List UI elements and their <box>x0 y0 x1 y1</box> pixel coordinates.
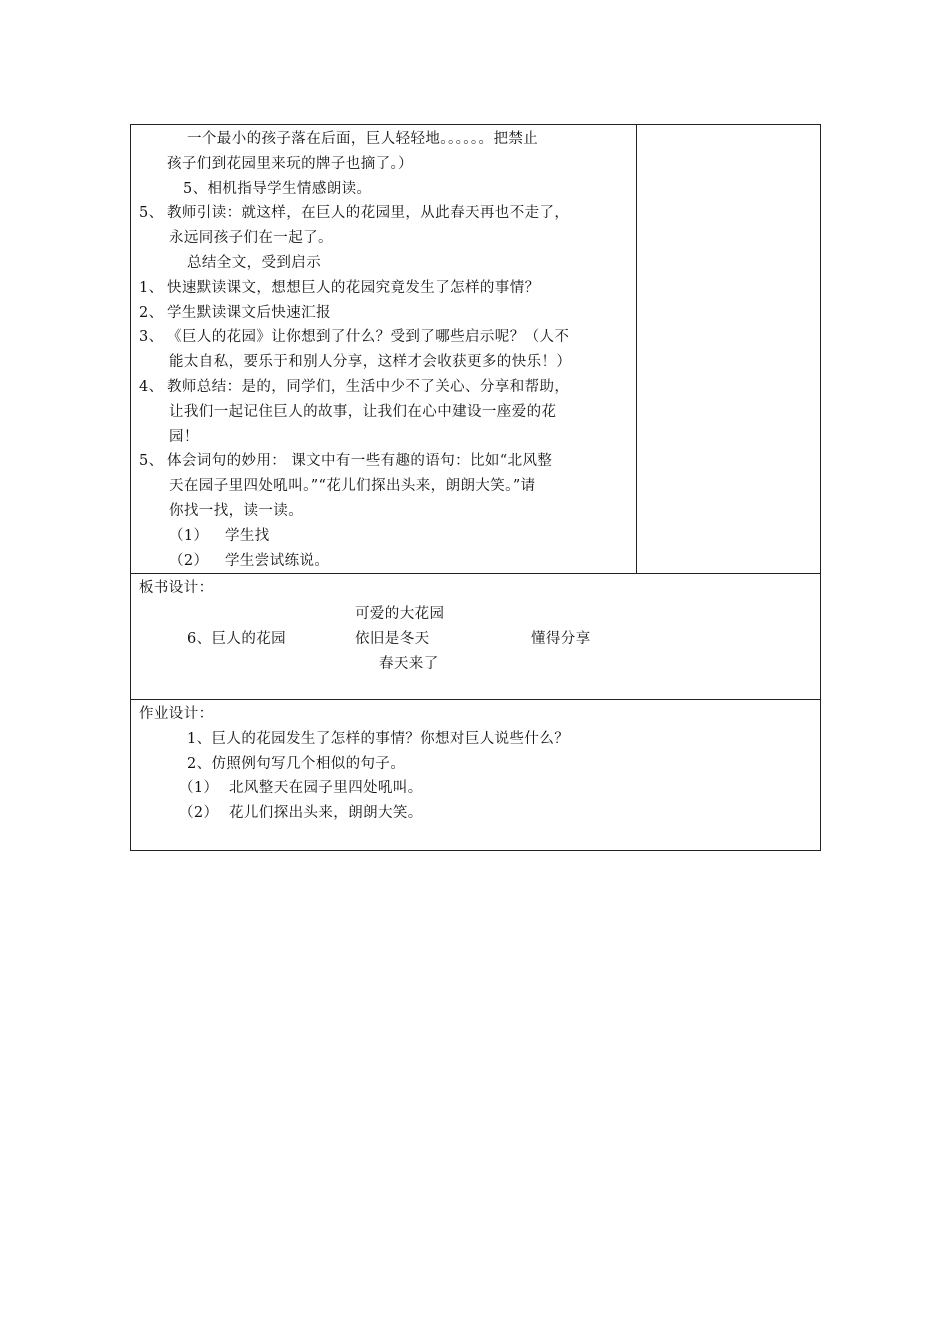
teacher-reading-line-1: 5、 教师引读：就这样，在巨人的花园里，从此春天再也不走了， <box>139 201 628 226</box>
board-title-text: 6、巨人的花园 <box>187 630 287 647</box>
board-layout <box>139 601 812 701</box>
sub-item-number: （1） <box>169 527 209 544</box>
summary-item-3: 3、 《巨人的花园》让你想到了什么？受到了哪些启示呢？（人不 <box>139 325 628 350</box>
notes-cell <box>637 125 821 574</box>
item-number: 1、 <box>139 279 164 296</box>
teacher-reading-line-2: 永远同孩子们在一起了。 <box>169 230 333 247</box>
summary-item-4-cont: 让我们一起记住巨人的故事，让我们在心中建设一座爱的花 <box>169 403 557 420</box>
summary-item-4-cont-2: 园！ <box>169 428 199 445</box>
example-number: （1） <box>179 780 219 797</box>
homework-example-1: （1） 北风整天在园子里四处吼叫。 <box>139 776 812 801</box>
summary-item-3-cont: 能太自私，要乐于和别人分享，这样才会收获更多的快乐！） <box>169 354 572 371</box>
teaching-process-cell <box>131 125 637 574</box>
summary-item-5-cont: 天在园子里四处吼叫。”“花儿们探出头来，朗朗大笑。”请 <box>169 478 536 495</box>
homework-question-1: 1、巨人的花园发生了怎样的事情？你想对巨人说些什么？ <box>187 730 570 747</box>
item-number: 3、 <box>139 329 164 346</box>
board-design-label: 板书设计： <box>139 580 214 596</box>
teaching-process-row <box>131 125 821 574</box>
continuation-line-1: 一个最小的孩子落在后面，巨人轻轻地。。。。。。把禁止 <box>187 131 539 147</box>
board-design-cell <box>131 574 821 700</box>
board-bottom-text: 春天来了 <box>379 655 439 672</box>
sub-item-1: （1） 学生找 <box>139 524 628 549</box>
step-5-guide: 5、相机指导学生情感朗读。 <box>183 180 372 197</box>
sub-item-2: （2） 学生尝试练说。 <box>139 549 628 574</box>
summary-heading: 总结全文，受到启示 <box>187 254 322 271</box>
homework-example-2: （2） 花儿们探出头来，朗朗大笑。 <box>139 801 812 826</box>
item-number: 5、 <box>139 453 164 470</box>
board-design-row <box>131 574 821 700</box>
summary-item-2: 2、 学生默读课文后快速汇报 <box>139 301 628 326</box>
homework-question-2: 2、仿照例句写几个相似的句子。 <box>187 755 406 772</box>
homework-label: 作业设计： <box>139 706 214 722</box>
summary-item-5-cont-2: 你找一找，读一读。 <box>169 502 304 519</box>
item-number: 4、 <box>139 378 164 395</box>
board-top-text: 可爱的大花园 <box>355 605 445 622</box>
summary-item-5: 5、 体会词句的妙用： 课文中有一些有趣的语句：比如“北风整 <box>139 449 628 474</box>
sub-item-number: （2） <box>169 552 209 569</box>
continuation-line-2: 孩子们到花园里来玩的牌子也摘了。） <box>167 155 414 172</box>
lesson-plan-table <box>130 124 821 851</box>
homework-row <box>131 700 821 851</box>
board-middle-text: 依旧是冬天 <box>355 630 430 647</box>
item-number: 5、 <box>139 205 164 222</box>
item-number: 2、 <box>139 304 164 321</box>
homework-cell <box>131 700 821 851</box>
board-right-text: 懂得分享 <box>531 630 591 647</box>
summary-item-1: 1、 快速默读课文，想想巨人的花园究竟发生了怎样的事情？ <box>139 276 628 301</box>
example-number: （2） <box>179 805 219 822</box>
summary-item-4: 4、 教师总结：是的，同学们，生活中少不了关心、分享和帮助， <box>139 375 628 400</box>
